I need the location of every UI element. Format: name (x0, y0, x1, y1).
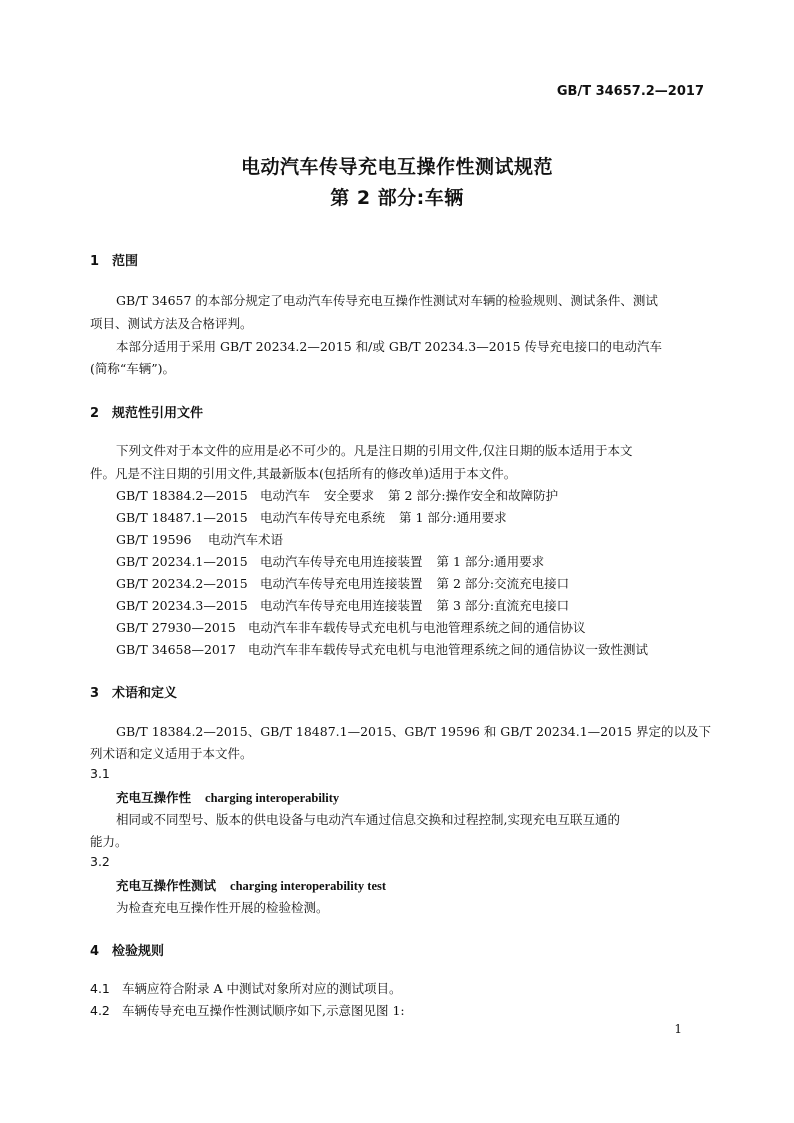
reference-title-2: 安全要求 (324, 488, 375, 503)
clause-number: 4.2 (90, 1003, 110, 1018)
clause-number: 4.1 (90, 981, 110, 996)
section-number: 4 (90, 944, 100, 959)
clause-item (90, 1001, 405, 1019)
term-definition: 能力。 (90, 834, 128, 849)
reference-code: GB/T 34658—2017 (116, 642, 236, 657)
section-title: 范围 (112, 254, 139, 269)
reference-part: 第 1 部分:通用要求 (399, 510, 507, 525)
paragraph-line: (简称“车辆”)。 (90, 361, 176, 376)
clause-text: 车辆应符合附录 A 中测试对象所对应的测试项目。 (122, 981, 402, 996)
standard-number: GB/T 34657.2—2017 (556, 84, 704, 99)
term-number: 3.1 (90, 766, 110, 781)
reference-item (116, 618, 586, 636)
reference-code: GB/T 27930—2015 (116, 620, 236, 635)
reference-item (116, 640, 648, 658)
clause-text: 车辆传导充电互操作性测试顺序如下,示意图见图 1: (122, 1003, 405, 1018)
reference-title: 电动汽车传导充电用连接装置 (260, 598, 423, 613)
paragraph-line: 项目、测试方法及合格评判。 (90, 316, 253, 331)
term-english: charging interoperability test (230, 879, 387, 893)
section-2-heading (90, 402, 203, 421)
paragraph-line: 下列文件对于本文件的应用是必不可少的。凡是注日期的引用文件,仅注日期的版本适用于本文 (116, 443, 633, 458)
reference-title: 电动汽车 (260, 488, 311, 503)
reference-part: 第 2 部分:交流充电接口 (436, 576, 570, 591)
reference-code: GB/T 18384.2—2015 (116, 488, 248, 503)
term-chinese: 充电互操作性测试 (116, 878, 217, 893)
reference-item (116, 574, 569, 592)
section-4-heading (90, 940, 164, 959)
term-chinese: 充电互操作性 (116, 790, 192, 805)
reference-title: 电动汽车传导充电用连接装置 (260, 554, 423, 569)
section-title: 术语和定义 (112, 686, 178, 701)
section-number: 2 (90, 406, 100, 421)
reference-part: 第 3 部分:直流充电接口 (436, 598, 570, 613)
reference-code: GB/T 19596 (116, 532, 192, 547)
paragraph-line: GB/T 18384.2—2015、GB/T 18487.1—2015、GB/T 19596 和 GB/T 20234.1—2015 界定的以及下 (116, 724, 711, 739)
reference-item (116, 486, 558, 504)
term-entry (116, 876, 386, 894)
reference-item (116, 508, 507, 526)
document-subtitle: 第 2 部分:车辆 (330, 187, 464, 209)
paragraph-line: GB/T 34657 的本部分规定了电动汽车传导充电互操作性测试对车辆的检验规则、测试条件、测试 (116, 293, 658, 308)
reference-code: GB/T 20234.3—2015 (116, 598, 248, 613)
clause-item (90, 979, 401, 997)
reference-item (116, 552, 544, 570)
term-english: charging interoperability (205, 791, 340, 805)
paragraph-line: 件。凡是不注日期的引用文件,其最新版本(包括所有的修改单)适用于本文件。 (90, 466, 517, 481)
reference-title: 电动汽车非车载传导式充电机与电池管理系统之间的通信协议 (248, 620, 586, 635)
section-number: 3 (90, 686, 100, 701)
reference-item (116, 596, 569, 614)
reference-part: 第 1 部分:通用要求 (436, 554, 545, 569)
paragraph-line: 本部分适用于采用 GB/T 20234.2—2015 和/或 GB/T 20234.3—2015 传导充电接口的电动汽车 (116, 339, 662, 354)
reference-title: 电动汽车非车载传导式充电机与电池管理系统之间的通信协议一致性测试 (248, 642, 649, 657)
term-definition: 相同或不同型号、版本的供电设备与电动汽车通过信息交换和过程控制,实现充电互联互通的 (116, 812, 620, 827)
section-title: 检验规则 (112, 944, 165, 959)
paragraph-line: 列术语和定义适用于本文件。 (90, 746, 253, 761)
section-3-heading (90, 682, 177, 701)
term-definition: 为检查充电互操作性开展的检验检测。 (116, 900, 329, 915)
page-number: 1 (674, 1022, 682, 1036)
reference-code: GB/T 20234.2—2015 (116, 576, 248, 591)
document-title: 电动汽车传导充电互操作性测试规范 (240, 156, 553, 178)
reference-title: 电动汽车传导充电用连接装置 (260, 576, 423, 591)
term-entry (116, 788, 339, 806)
reference-code: GB/T 18487.1—2015 (116, 510, 248, 525)
term-number: 3.2 (90, 854, 110, 869)
reference-item (116, 530, 283, 548)
reference-title: 电动汽车术语 (208, 532, 284, 547)
reference-code: GB/T 20234.1—2015 (116, 554, 248, 569)
reference-part: 第 2 部分:操作安全和故障防护 (388, 488, 559, 503)
section-1-heading (90, 250, 138, 269)
section-title: 规范性引用文件 (112, 406, 204, 421)
section-number: 1 (90, 254, 100, 269)
reference-title: 电动汽车传导充电系统 (260, 510, 386, 525)
